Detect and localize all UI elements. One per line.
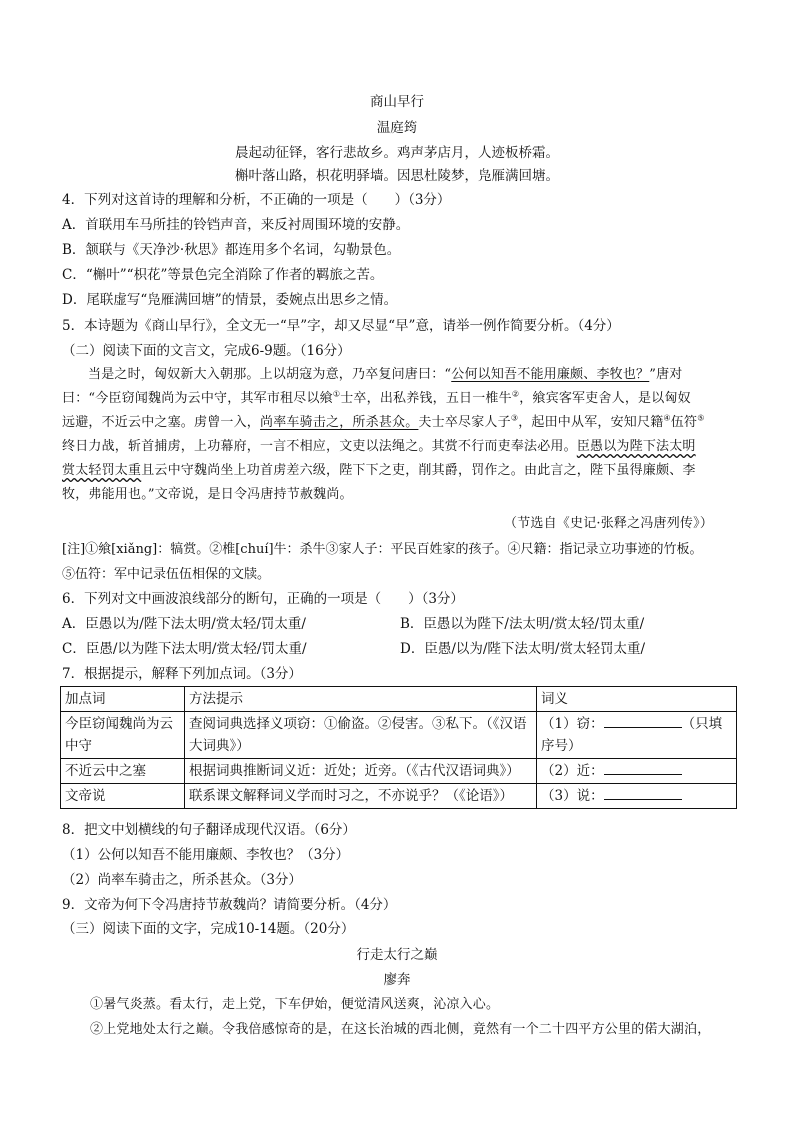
- q4-option-b: B．颔联与《天净沙·秋思》都连用多个名词，勾勒景色。: [62, 242, 401, 258]
- wavy-underlined-text: 臣愚以为陛下法太明: [576, 439, 696, 454]
- footnote-marker: ③: [510, 413, 519, 423]
- passage-line-1: [88, 365, 683, 385]
- table-header: 方法提示: [185, 687, 537, 712]
- word-cell: 今臣窃闻魏尚为云中守: [61, 712, 185, 759]
- hint-cell: 查阅词典选择义项窃：①偷盗。②侵害。③私下。（《汉语大词典》）: [185, 712, 537, 759]
- q8-sentence-2: （2）尚率车骑击之，所杀甚众。（3分）: [62, 872, 302, 888]
- poem-line-1: 晨起动征铎，客行悲故乡。鸡声茅店月，人迹板桥霜。: [235, 145, 559, 161]
- answer-blank[interactable]: [604, 760, 682, 775]
- passage-line-3: [62, 413, 705, 433]
- word-cell: 文帝说: [61, 784, 185, 809]
- answer-blank[interactable]: [604, 785, 682, 800]
- table-header-row: [61, 687, 737, 712]
- poem-line-2: 槲叶落山路，枳花明驿墙。因思杜陵梦，凫雁满回塘。: [235, 168, 559, 184]
- passage-source: （节选自《史记·张释之冯唐列传》）: [504, 516, 714, 531]
- passage-text: 且云中守魏尚坐上功首虏差六级，陛下下之吏，削其爵，罚作之。由此言之，陛下虽得廉颇、李: [141, 463, 696, 478]
- essay-paragraph-2: ②上党地处太行之巅。令我倍感惊奇的是，在这长治城的西北侧，竟然有一个二十四平方公里的偌大湖泊，: [90, 1022, 711, 1037]
- meaning-label: （3）说：: [541, 788, 604, 804]
- q6-option-c: C．臣愚/以为陛下法太明/赏太轻/罚太重/: [62, 641, 307, 657]
- essay-author: 廖奔: [383, 972, 411, 988]
- passage-line-5: [62, 461, 696, 481]
- q4-option-c: C．“槲叶”“枳花”等景色完全消除了作者的羁旅之苦。: [62, 267, 384, 283]
- passage-text: ，起田中从军，安知尺籍: [518, 415, 664, 430]
- table-row: [61, 712, 737, 759]
- meaning-cell: [537, 784, 737, 809]
- table-header: 词义: [537, 687, 737, 712]
- passage-text: ”唐对: [649, 367, 683, 382]
- q4-stem: 4．下列对这首诗的理解和分析，不正确的一项是（ ）（3分）: [62, 192, 451, 208]
- section-3-heading: （三）阅读下面的文字，完成10-14题。（20分）: [62, 921, 355, 937]
- q4-option-d: D．尾联虚写“凫雁满回塘”的情景，委婉点出思乡之情。: [62, 292, 398, 308]
- footnote-marker: ②: [511, 389, 520, 399]
- q6-option-b: B．臣愚以为陛下/法太明/赏太轻/罚太重/: [400, 616, 645, 632]
- table-row: [61, 759, 737, 784]
- hint-cell: 联系课文解释词义学而时习之，不亦说乎？（《论语》）: [185, 784, 537, 809]
- passage-text: 曰：“今臣窃闻魏尚为云中守，其军市租尽以飨: [62, 391, 333, 406]
- footnote-marker: ⑤: [697, 413, 705, 423]
- q8-stem: 8．把文中划横线的句子翻译成现代汉语。（6分）: [62, 822, 356, 838]
- meaning-cell: [537, 759, 737, 784]
- q4-option-a: A．首联用车马所挂的铃铛声音，来反衬周围环境的安静。: [62, 217, 410, 233]
- q6-option-d: D．臣愚/以为/陛下法太明/赏太轻罚太重/: [400, 641, 646, 657]
- passage-text: 远避，不近云中之塞。虏曾一入，: [62, 415, 261, 430]
- hint-cell: 根据词典推断词义近：近处；近旁。（《古代汉语词典》）: [185, 759, 537, 784]
- q6-option-a: A．臣愚以为/陛下法太明/赏太轻/罚太重/: [62, 616, 306, 632]
- passage-text: 夫士卒尽家人子: [418, 415, 511, 430]
- passage-text: 当是之时，匈奴新大入朝那。上以胡寇为意，乃卒复问唐曰：“: [88, 367, 452, 382]
- passage-line-6: 牧，弗能用也。”文帝说，是日令冯唐持节赦魏尚。: [62, 487, 353, 502]
- q9-stem: 9．文帝为何下令冯唐持节赦魏尚？请简要分析。（4分）: [62, 897, 397, 913]
- passage-line-2: [62, 389, 691, 409]
- q7-table: [60, 686, 737, 809]
- passage-text: 士卒，出私养钱，五日一椎牛: [340, 391, 512, 406]
- footnote-marker: ①: [332, 389, 341, 399]
- essay-paragraph-1: ①暑气炎蒸。看太行，走上党，下车伊始，便觉清风送爽，沁凉入心。: [90, 997, 500, 1012]
- essay-title: 行走太行之巅: [356, 947, 438, 963]
- notes-line-1: [注]①飨[xiǎng]：犒赏。②椎[chuí]牛：杀牛③家人子：平民百姓家的孩子。④尺籍：指记录立功事迹的竹板。: [62, 542, 703, 557]
- word-cell: 不近云中之塞: [61, 759, 185, 784]
- underlined-sentence-1: 公何以知吾不能用廉颇、李牧也？: [451, 367, 650, 382]
- poem-author: 温庭筠: [376, 120, 418, 136]
- footnote-marker: ④: [663, 413, 671, 423]
- notes-line-2: ⑤伍符：军中记录伍伍相保的文牍。: [62, 567, 271, 582]
- meaning-cell: [537, 712, 737, 759]
- passage-text: 终日力战，斩首捕虏，上功幕府，一言不相应，文吏以法绳之。其赏不行而吏奉法必用。: [62, 439, 577, 454]
- q5-stem: 5．本诗题为《商山早行》，全文无一“早”字，却又尽显“早”意，请举一例作简要分析。（4分）: [62, 318, 620, 334]
- meaning-label: （1）窃：: [541, 716, 604, 732]
- q6-stem: 6．下列对文中画波浪线部分的断句，正确的一项是（ ）（3分）: [62, 591, 464, 607]
- passage-text: 伍符: [670, 415, 698, 430]
- wavy-underlined-text: 赏太轻罚太重: [62, 463, 142, 478]
- answer-blank[interactable]: [604, 713, 682, 728]
- poem-title: 商山早行: [370, 94, 424, 110]
- meaning-label: （2）近：: [541, 763, 604, 779]
- table-header: 加点词: [61, 687, 185, 712]
- underlined-sentence-2: 尚率车骑击之，所杀甚众。: [260, 415, 419, 430]
- passage-text: ，飨宾客军吏舍人，是以匈奴: [519, 391, 691, 406]
- table-row: [61, 784, 737, 809]
- q8-sentence-1: （1）公何以知吾不能用廉颇、李牧也？（3分）: [62, 847, 350, 863]
- section-2-heading: （二）阅读下面的文言文，完成6-9题。（16分）: [62, 343, 351, 359]
- passage-line-4: [62, 437, 696, 457]
- meaning-suffix: （只填序号）: [541, 716, 723, 754]
- q7-stem: 7．根据提示，解释下列加点词。（3分）: [62, 666, 302, 682]
